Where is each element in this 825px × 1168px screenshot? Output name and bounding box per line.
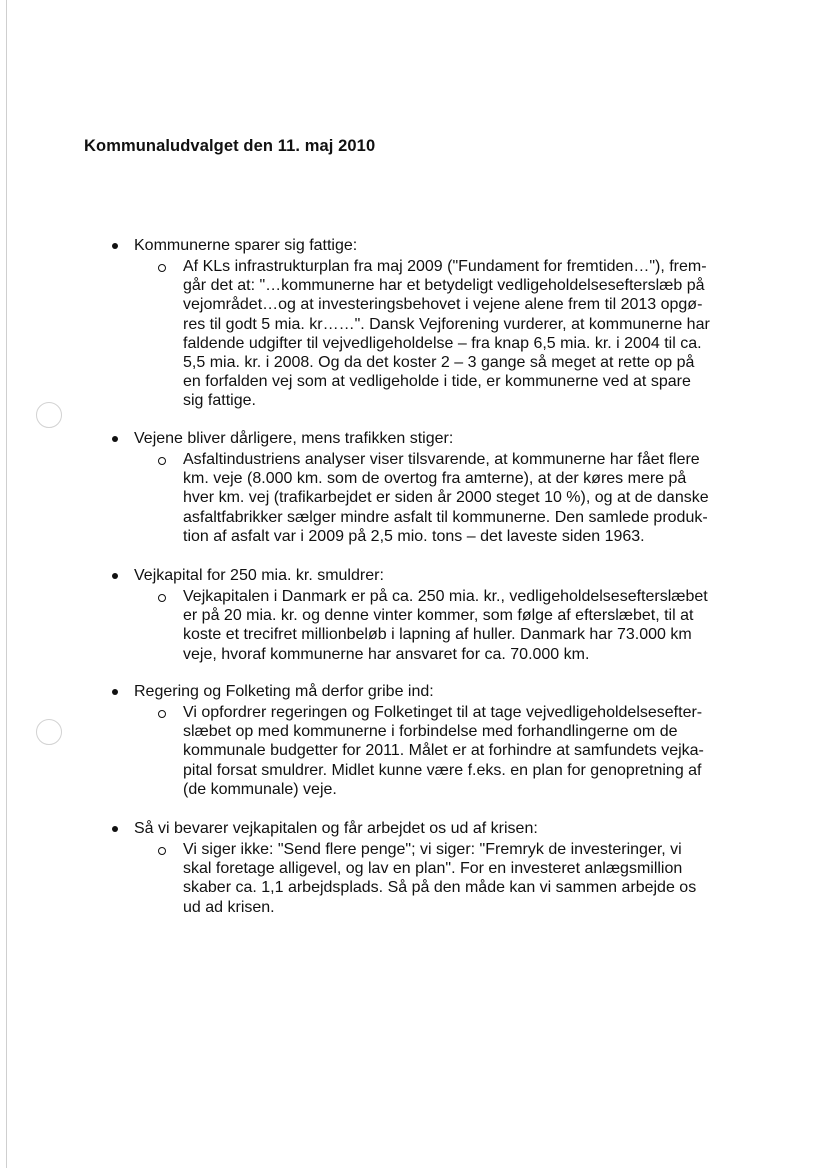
paragraph-line: tion af asfalt var i 2009 på 2,5 mio. tons – det laveste siden 1963. <box>183 527 645 545</box>
paragraph-line: res til godt 5 mia. kr……". Dansk Vejforening vurderer, at kommunerne har <box>183 315 710 333</box>
sub-paragraph <box>183 587 731 664</box>
paragraph-line: vejområdet…og at investeringsbehovet i vejene alene frem til 2013 opgø- <box>183 296 703 314</box>
paragraph-line: ud ad krisen. <box>183 898 275 916</box>
sub-bullet-circle-icon <box>158 710 166 718</box>
paragraph-line: en forfalden vej som at vedligeholde i tide, er kommunerne ved at spare <box>183 373 691 391</box>
paragraph-line: Vejkapitalen i Danmark er på ca. 250 mia. kr., vedligeholdelsesefterslæbet <box>183 588 708 605</box>
paragraph-line: pital forsat smuldrer. Midlet kunne være f.eks. en plan for genopretning af <box>183 761 702 779</box>
paragraph-line: veje, hvoraf kommunerne har ansvaret for ca. 70.000 km. <box>183 645 590 663</box>
sub-paragraph <box>183 703 731 799</box>
sub-paragraph <box>183 450 731 546</box>
paragraph-line: Vi opfordrer regeringen og Folketinget til at tage vejvedligeholdelsesefter- <box>183 704 703 721</box>
paragraph-line: kommunale budgetter for 2011. Målet er at forhindre at samfundets vejka- <box>183 742 704 760</box>
bullet-dot-icon <box>112 573 118 579</box>
paragraph-line: 5,5 mia. kr. i 2008. Og da det koster 2 – 3 gange så meget at rette op på <box>183 354 695 372</box>
page-title: Kommunaludvalget den 11. maj 2010 <box>84 137 376 155</box>
bullet-heading: Regering og Folketing må derfor gribe ind: <box>134 683 434 700</box>
paragraph-line: Af KLs infrastrukturplan fra maj 2009 ("Fundament for fremtiden…"), frem- <box>183 258 707 275</box>
bullet-section <box>0 236 825 411</box>
bullet-section <box>0 682 825 799</box>
bullet-dot-icon <box>112 689 118 695</box>
paragraph-line: skal foretage alligevel, og lav en plan". For en investeret anlægsmillion <box>183 860 683 878</box>
paragraph-line: skaber ca. 1,1 arbejdsplads. Så på den måde kan vi sammen arbejde os <box>183 879 697 897</box>
paragraph-line: faldende udgifter til vejvedligeholdelse – fra knap 6,5 mia. kr. i 2004 til ca. <box>183 334 702 352</box>
paragraph-line: asfaltfabrikker sælger mindre asfalt til kommunerne. Den samlede produk- <box>183 508 708 526</box>
bullet-heading: Vejene bliver dårligere, mens trafikken stiger: <box>134 430 454 447</box>
paragraph-line: hver km. vej (trafikarbejdet er siden år 2000 steget 10 %), og at de danske <box>183 489 709 507</box>
sub-bullet-circle-icon <box>158 594 166 602</box>
paragraph-line: km. veje (8.000 km. som de overtog fra amterne), at der køres mere på <box>183 470 687 488</box>
bullet-heading: Så vi bevarer vejkapitalen og får arbejdet os ud af krisen: <box>134 820 538 837</box>
sub-paragraph <box>183 257 731 411</box>
sub-paragraph <box>183 840 731 917</box>
bullet-dot-icon <box>112 826 118 832</box>
paragraph-line: slæbet op med kommunerne i forbindelse med forhandlingerne om de <box>183 723 678 741</box>
bullet-dot-icon <box>112 243 118 249</box>
paragraph-line: sig fattige. <box>183 392 256 410</box>
sub-bullet-circle-icon <box>158 847 166 855</box>
paragraph-line: koste et trecifret millionbeløb i lapning af huller. Danmark har 73.000 km <box>183 626 692 644</box>
bullet-heading: Kommunerne sparer sig fattige: <box>134 237 358 254</box>
bullet-section <box>0 819 825 917</box>
bullet-heading: Vejkapital for 250 mia. kr. smuldrer: <box>134 567 384 584</box>
sub-bullet-circle-icon <box>158 264 166 272</box>
sub-bullet-circle-icon <box>158 457 166 465</box>
bullet-section <box>0 566 825 664</box>
bullet-section <box>0 429 825 546</box>
bullet-dot-icon <box>112 436 118 442</box>
paragraph-line: (de kommunale) veje. <box>183 780 337 798</box>
paragraph-line: er på 20 mia. kr. og denne vinter kommer, som følge af efterslæbet, til at <box>183 607 694 625</box>
paragraph-line: Vi siger ikke: "Send flere penge"; vi siger: "Fremryk de investeringer, vi <box>183 841 682 858</box>
paragraph-line: Asfaltindustriens analyser viser tilsvarende, at kommunerne har fået flere <box>183 451 700 468</box>
paragraph-line: går det at: "…kommunerne har et betydeligt vedligeholdelsesefterslæb på <box>183 277 705 295</box>
